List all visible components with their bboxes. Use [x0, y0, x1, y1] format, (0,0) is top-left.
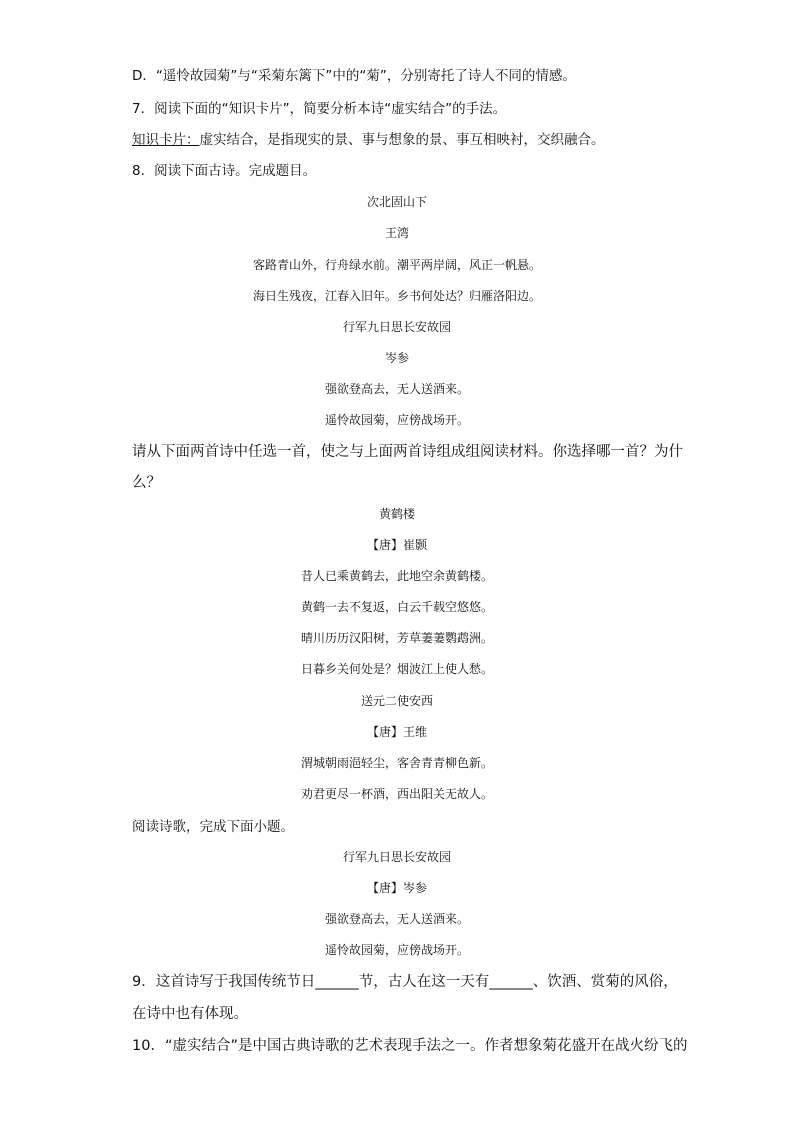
poem-author: 岑参	[384, 351, 409, 365]
poem-line: 劝君更尽一杯酒，西出阳关无故人。	[300, 787, 493, 801]
question-9: 在诗中也有体现。	[132, 1006, 248, 1022]
knowledge-card-label: 知识卡片：	[132, 132, 200, 148]
poem-title: 行军九日思长安故园	[342, 320, 451, 334]
poem-line: 客路青山外，行舟绿水前。潮平两岸阔，风正一帆悬。	[252, 258, 541, 272]
question-8-prompt: 请从下面两首诗中任选一首，使之与上面两首诗组成组阅读材料。你选择哪一首？为什	[132, 444, 683, 460]
poem-line: 晴川历历汉阳树，芳草萋萋鹦鹉洲。	[300, 631, 493, 645]
poem-author: 【唐】王维	[366, 725, 427, 739]
knowledge-card	[132, 130, 605, 150]
poem-title: 黄鹤楼	[378, 507, 415, 521]
poem-line: 强欲登高去，无人送酒来。	[324, 382, 469, 396]
knowledge-card-text: 虚实结合，是指现实的景、事与想象的景、事互相映衬，交织融合。	[199, 132, 605, 148]
poem-title: 送元二使安西	[360, 694, 433, 708]
poem-title: 行军九日思长安故园	[342, 850, 451, 864]
poem-author: 【唐】崔颢	[366, 538, 427, 552]
question-8-prompt: 么？	[132, 475, 161, 491]
poem-author: 王湾	[384, 226, 409, 240]
question-7: 7．阅读下面的“知识卡片”，简要分析本诗“虚实结合”的手法。	[132, 101, 507, 117]
read-prompt: 阅读诗歌，完成下面小题。	[132, 819, 294, 835]
poem-line: 强欲登高去，无人送酒来。	[324, 912, 469, 926]
question-9: 9．这首诗写于我国传统节日______节，古人在这一天有______、饮酒、赏菊的风俗，	[132, 974, 678, 990]
question-10: 10．“虚实结合”是中国古典诗歌的艺术表现手法之一。作者想象菊花盛开在战火纷飞的	[132, 1038, 688, 1054]
question-8: 8．阅读下面古诗。完成题目。	[132, 163, 317, 179]
poem-line: 渭城朝雨浥轻尘，客舍青青柳色新。	[300, 756, 493, 770]
poem-line: 遥怜故园菊，应傍战场开。	[324, 413, 469, 427]
poem-line: 遥怜故园菊，应傍战场开。	[324, 943, 469, 957]
poem-author: 【唐】岑参	[366, 881, 427, 895]
poem-line: 昔人已乘黄鹤去，此地空余黄鹤楼。	[300, 569, 493, 583]
option-d: D．“遥怜故园菊”与“采菊东篱下”中的“菊”，分别寄托了诗人不同的情感。	[132, 68, 576, 84]
poem-line: 黄鹤一去不复返，白云千载空悠悠。	[300, 600, 493, 614]
poem-line: 日暮乡关何处是？烟波江上使人愁。	[300, 662, 493, 676]
poem-line: 海日生残夜，江春入旧年。乡书何处达？归雁洛阳边。	[252, 289, 541, 303]
poem-title: 次北固山下	[366, 195, 427, 209]
